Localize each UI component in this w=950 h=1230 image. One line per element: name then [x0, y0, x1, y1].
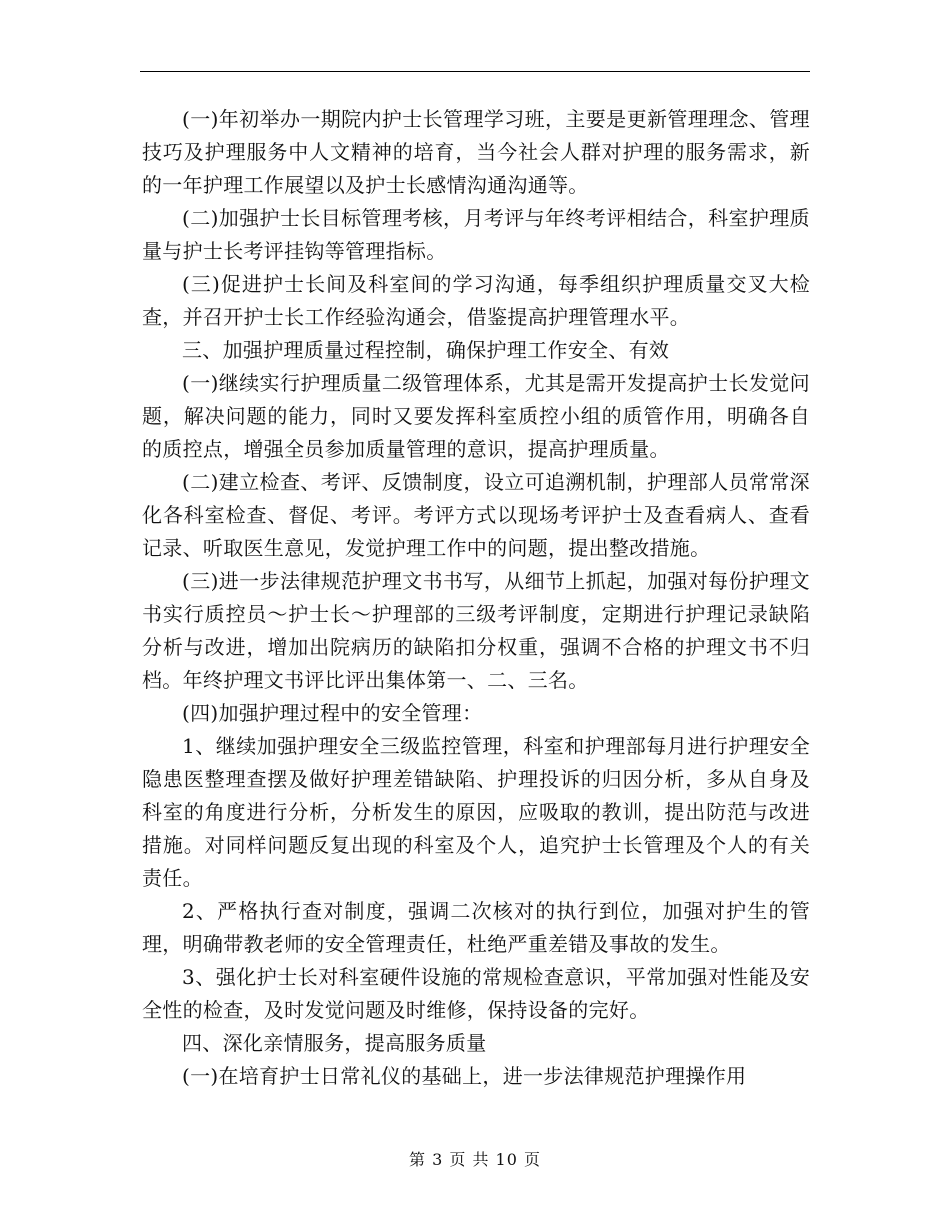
paragraph-9: 1、继续加强护理安全三级监控管理，科室和护理部每月进行护理安全隐患医整理查摆及做好护理差错缺陷、护理投诉的归因分析，多从自身及科室的角度进行分析，分析发生的原因，应吸取的教训，提出防范与改进措施。对同样问题反复出现的科室及个人，追究护士长管理及个人的有关责任。 — [142, 734, 810, 890]
section-heading-3: 三、加强护理质量过程控制，确保护理工作安全、有效 — [182, 338, 670, 362]
section-heading-4: 四、深化亲情服务，提高服务质量 — [182, 1031, 487, 1055]
paragraph-7: (三)进一步法律规范护理文书书写，从细节上抓起，加强对每份护理文书实行质控员～护士长～护理部的三级考评制度，定期进行护理记录缺陷分析与改进，增加出院病历的缺陷扣分权重，强调不合格的护理文书不归档。年终护理文书评比评出集体第一、二、三名。 — [142, 569, 810, 692]
paragraph-6: (二)建立检查、考评、反馈制度，设立可追溯机制，护理部人员常常深化各科室检查、督促、考评。考评方式以现场考评护士及查看病人、查看记录、听取医生意见，发觉护理工作中的问题，提出整改措施。 — [142, 470, 810, 560]
header-rule — [140, 71, 810, 72]
paragraph-11: 3、强化护士长对科室硬件设施的常规检查意识，平常加强对性能及安全性的检查，及时发觉问题及时维修，保持设备的完好。 — [142, 965, 810, 1022]
paragraph-10: 2、严格执行查对制度，强调二次核对的执行到位，加强对护生的管理，明确带教老师的安全管理责任，杜绝严重差错及事故的发生。 — [142, 899, 810, 956]
document-body — [142, 103, 810, 1093]
subsection-heading-4: (四)加强护理过程中的安全管理： — [182, 701, 483, 725]
paragraph-13: (一)在培育护士日常礼仪的基础上，进一步法律规范护理操作用 — [182, 1064, 747, 1088]
paragraph-5: (一)继续实行护理质量二级管理体系，尤其是需开发提高护士长发觉问题，解决问题的能力，同时又要发挥科室质控小组的质管作用，明确各自的质控点，增强全员参加质量管理的意识，提高护理质量。 — [142, 371, 810, 461]
paragraph-2: (二)加强护士长目标管理考核，月考评与年终考评相结合，科室护理质量与护士长考评挂钩等管理指标。 — [142, 206, 810, 263]
paragraph-3: (三)促进护士长间及科室间的学习沟通，每季组织护理质量交叉大检查，并召开护士长工作经验沟通会，借鉴提高护理管理水平。 — [142, 272, 810, 329]
paragraph-1: (一)年初举办一期院内护士长管理学习班，主要是更新管理理念、管理技巧及护理服务中人文精神的培育，当今社会人群对护理的服务需求，新的一年护理工作展望以及护士长感情沟通沟通等。 — [142, 107, 810, 197]
page-number-footer: 第 3 页 共 10 页 — [409, 1150, 541, 1169]
